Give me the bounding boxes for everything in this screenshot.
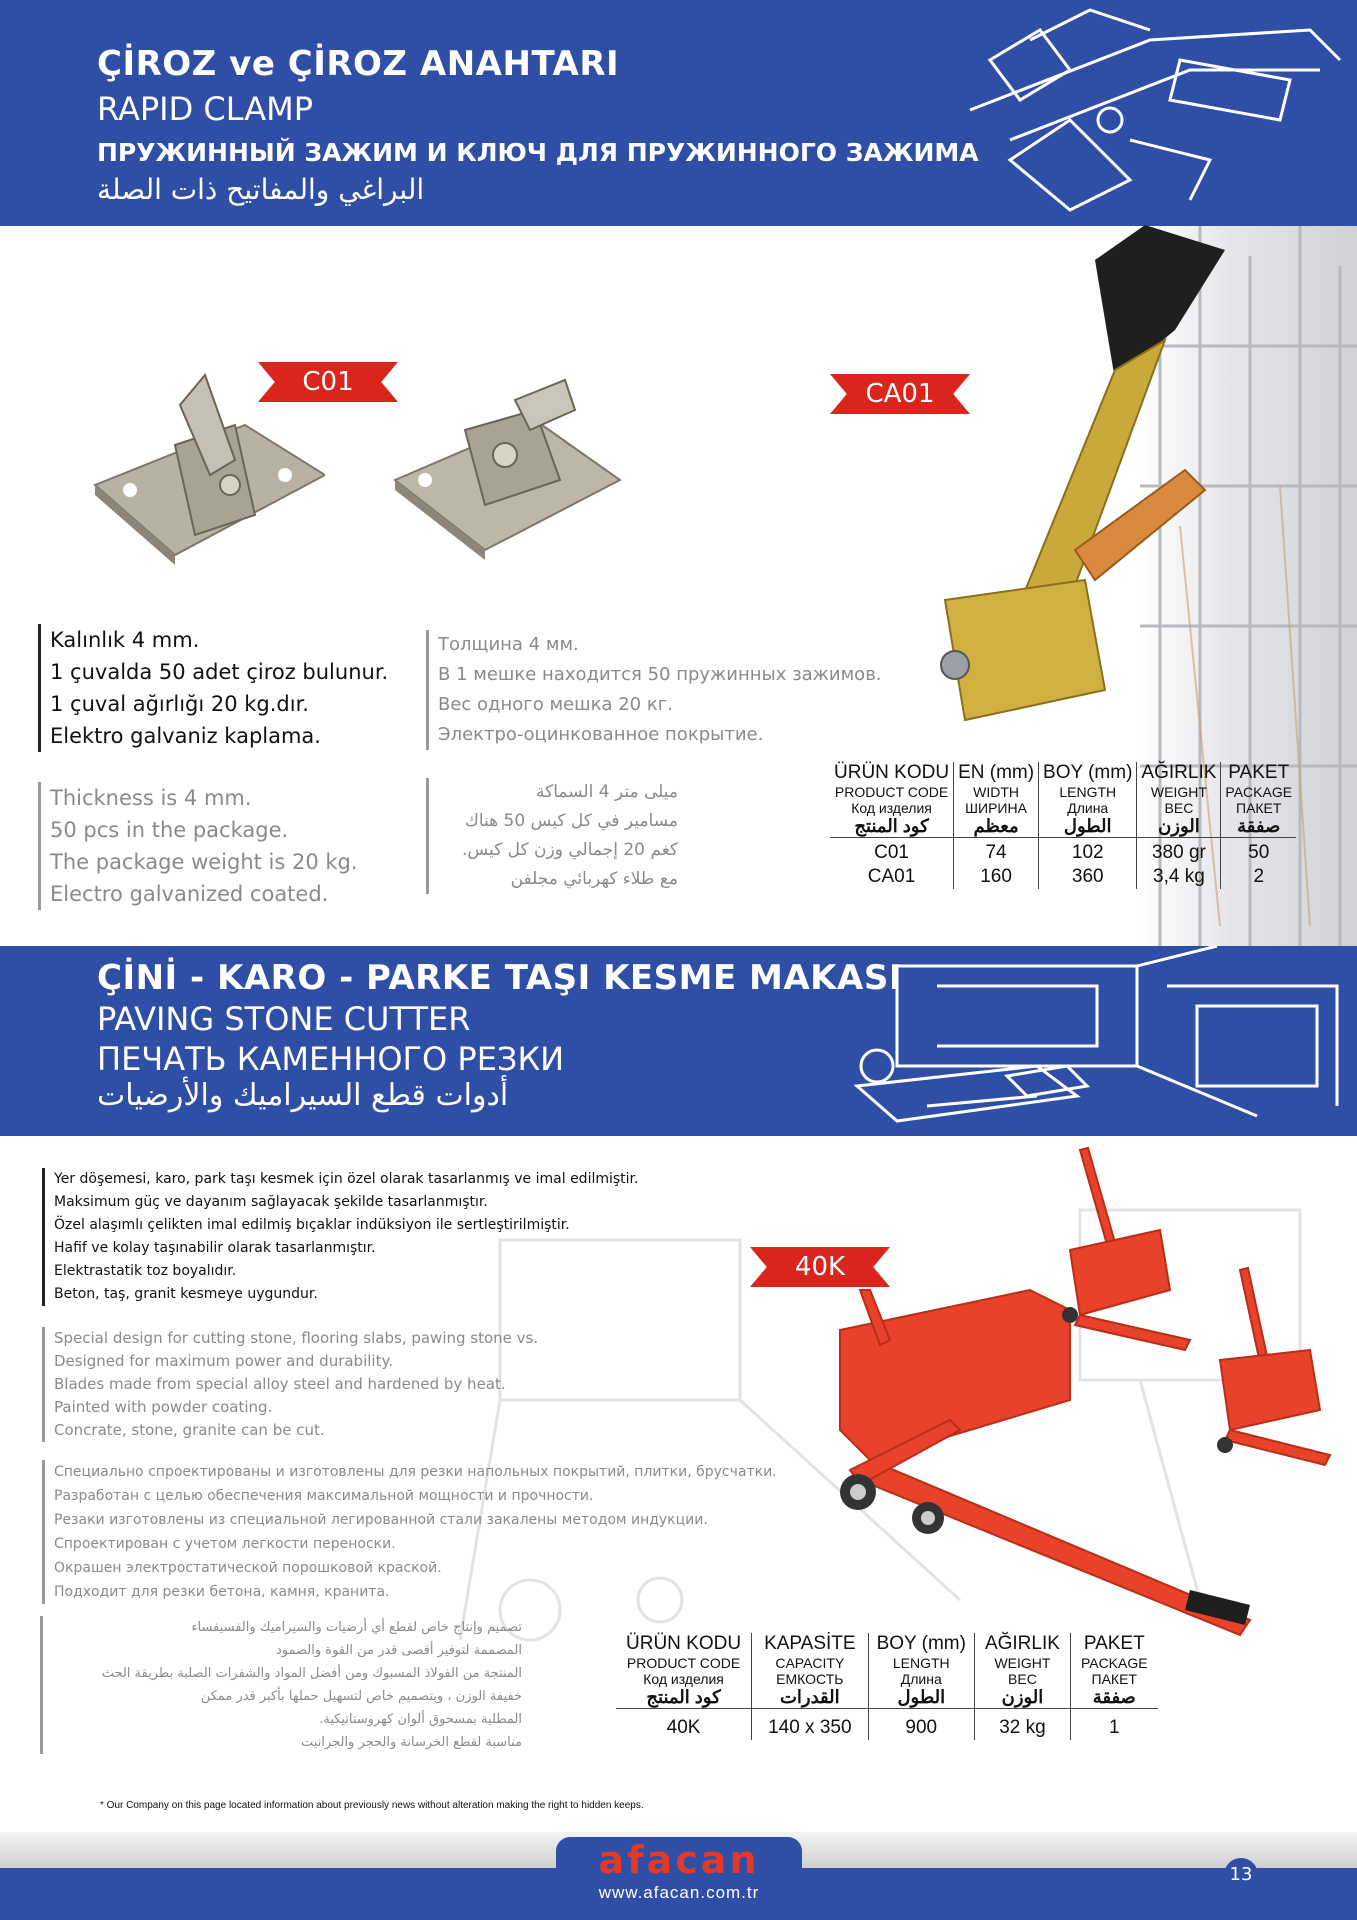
website-url[interactable]: www.afacan.com.tr: [598, 1883, 760, 1902]
desc-line: 1 çuval ağırlığı 20 kg.dır.: [50, 692, 309, 716]
page-number: 13: [1224, 1858, 1258, 1892]
section2-desc-en: [42, 1327, 538, 1442]
desc-line: Yer döşemesi, karo, park taşı kesmek için özel olarak tasarlanmış ve imal edilmiştir.: [54, 1171, 639, 1187]
section1-spec-table: [830, 762, 1296, 889]
desc-line: Резаки изготовлены из специальной легированной стали закалены методом индукции.: [54, 1512, 708, 1528]
desc-line: В 1 мешке находится 50 пружинных зажимов.: [438, 664, 882, 685]
desc-line: Elektro galvaniz kaplama.: [50, 724, 321, 748]
section1-title-ru: ПРУЖИННЫЙ ЗАЖИМ И КЛЮЧ ДЛЯ ПРУЖИННОГО ЗАЖИМА: [97, 138, 979, 167]
table-header: PAKET PACKAGE ПАКЕТ صفقة: [1221, 762, 1296, 838]
desc-line: Concrate, stone, granite can be cut.: [54, 1421, 325, 1439]
cutter-line-drawing: [837, 946, 1357, 1136]
desc-line: مناسبة لقطع الخرسانة والحجر والجرانيت: [301, 1735, 522, 1750]
desc-line: Hafif ve kolay taşınabilir olarak tasarlanmıştır.: [54, 1240, 376, 1256]
clamp-key-image: [925, 220, 1285, 740]
section2-desc-tr: [42, 1168, 638, 1306]
desc-line: Painted with powder coating.: [54, 1398, 273, 1416]
section1-desc-tr: [38, 624, 388, 752]
section2-title-ar: أدوات قطع السيراميك والأرضيات: [97, 1078, 509, 1113]
section2-desc-ru: [42, 1460, 777, 1604]
section1-desc-ru: [426, 630, 882, 750]
section2-title-en: PAVING STONE CUTTER: [97, 1000, 471, 1038]
desc-line: مسامير في كل كيس 50 هناك: [464, 811, 678, 831]
desc-line: Elektrastatik toz boyalıdır.: [54, 1263, 237, 1279]
section1-desc-en: [38, 782, 358, 910]
brand-name: afacan: [598, 1838, 760, 1882]
desc-line: Вес одного мешка 20 кг.: [438, 694, 673, 715]
section1-title-ar: البراغي والمفاتيح ذات الصلة: [97, 173, 425, 206]
section2-spec-table: [616, 1633, 1158, 1740]
desc-line: Electro galvanized coated.: [50, 882, 329, 906]
table-row: CA01 160 360 3,4 kg 2: [830, 865, 1296, 889]
clamp-line-drawing: [950, 0, 1350, 226]
brand-logo[interactable]: [556, 1837, 802, 1917]
section2-desc-ar: [40, 1616, 522, 1754]
desc-line: Beton, taş, granit kesmeye uygundur.: [54, 1286, 318, 1302]
desc-line: Разработан с целью обеспечения максимальной мощности и прочности.: [54, 1488, 594, 1504]
desc-line: Maksimum güç ve dayanım sağlayacak şekilde tasarlanmıştır.: [54, 1194, 488, 1210]
section2-header: [0, 946, 1357, 1136]
table-header: BOY (mm) LENGTH Длина الطول: [1039, 762, 1137, 838]
section2-title-tr: ÇİNİ - KARO - PARKE TAŞI KESME MAKASI: [97, 958, 902, 998]
table-header: ÜRÜN KODU PRODUCT CODE Код изделия كود المنتج: [834, 762, 950, 836]
section2-title-ru: ПЕЧАТЬ КАМЕННОГО РЕЗКИ: [97, 1040, 565, 1078]
desc-line: تصميم وإنتاج خاص لقطع أي أرضيات والسيراميك والفسيفساء: [191, 1620, 522, 1635]
desc-line: مع طلاء كهربائي مجلفن: [510, 869, 678, 889]
desc-line: Special design for cutting stone, flooring slabs, pawing stone vs.: [54, 1329, 539, 1347]
desc-line: Thickness is 4 mm.: [50, 786, 252, 810]
desc-line: 50 pcs in the package.: [50, 818, 289, 842]
desc-line: ميلى متر 4 السماكة: [536, 782, 678, 802]
table-header: AĞIRLIK WEIGHT ВЕС الوزن: [1137, 762, 1221, 838]
desc-line: كغم 20 إجمالي وزن كل كيس.: [461, 840, 678, 860]
section1-desc-ar: [426, 778, 678, 894]
table-header: PAKET PACKAGE ПАКЕТ صفقة: [1070, 1633, 1157, 1709]
tag-40k: 40K: [750, 1247, 890, 1287]
desc-line: Designed for maximum power and durability.: [54, 1352, 393, 1370]
desc-line: Электро-оцинкованное покрытие.: [438, 724, 764, 745]
desc-line: المطلية بمسحوق ألوان كهروستاتيكية.: [319, 1712, 522, 1727]
desc-line: Kalınlık 4 mm.: [50, 628, 200, 652]
rapid-clamp-image-1: [85, 365, 325, 565]
section1-title-tr: ÇİROZ ve ÇİROZ ANAHTARI: [97, 44, 620, 84]
desc-line: المصممة لتوفير أقصى قدر من القوة والصمود: [276, 1643, 522, 1658]
footnote: * Our Company on this page located information about previously news without alteration making the right to hidden keeps.: [100, 1800, 644, 1811]
table-row: C01 74 102 380 gr 50: [830, 838, 1296, 866]
desc-line: Подходит для резки бетона, камня, кранита.: [54, 1584, 390, 1600]
desc-line: خفيفة الوزن ، وبتصميم خاص لتسهيل حملها بأكبر قدر ممكن: [200, 1689, 522, 1704]
table-header: BOY (mm) LENGTH Длина الطول: [868, 1633, 974, 1709]
desc-line: Спроектирован с учетом легкости переноски.: [54, 1536, 396, 1552]
section1-title-en: RAPID CLAMP: [97, 90, 314, 128]
paving-stone-cutter-small-1: [1050, 1140, 1200, 1360]
tag-ca01: CA01: [830, 374, 970, 414]
table-header: ÜRÜN KODU PRODUCT CODE Код изделия كود المنتج: [626, 1633, 742, 1707]
desc-line: Özel alaşımlı çelikten imal edilmiş bıçaklar indüksiyon ile sertleştirilmiştir.: [54, 1217, 570, 1233]
paving-stone-cutter-small-2: [1210, 1260, 1340, 1470]
desc-line: Blades made from special alloy steel and hardened by heat.: [54, 1375, 506, 1393]
table-header: AĞIRLIK WEIGHT ВЕС الوزن: [974, 1633, 1070, 1709]
desc-line: Окрашен электростатической порошковой краской.: [54, 1560, 442, 1576]
desc-line: The package weight is 20 kg.: [50, 850, 358, 874]
rapid-clamp-image-2: [385, 370, 625, 560]
tag-c01: C01: [258, 362, 398, 402]
desc-line: المنتجة من الفولاذ المسبوك ومن أفضل المواد والشفرات الصلبة بطريقة الحث: [101, 1666, 522, 1681]
desc-line: Специально спроектированы и изготовлены для резки напольных покрытий, плитки, брусчатки.: [54, 1464, 777, 1480]
section1-header: [0, 0, 1357, 226]
table-header: EN (mm) WIDTH ШИРИНА معظم: [954, 762, 1039, 838]
table-row: 40K 140 x 350 900 32 kg 1: [616, 1709, 1158, 1741]
desc-line: 1 çuvalda 50 adet çiroz bulunur.: [50, 660, 389, 684]
desc-line: Толщина 4 мм.: [438, 634, 579, 655]
table-header: KAPASİTE CAPACITY ЕМКОСТЬ القدرات: [752, 1633, 869, 1709]
